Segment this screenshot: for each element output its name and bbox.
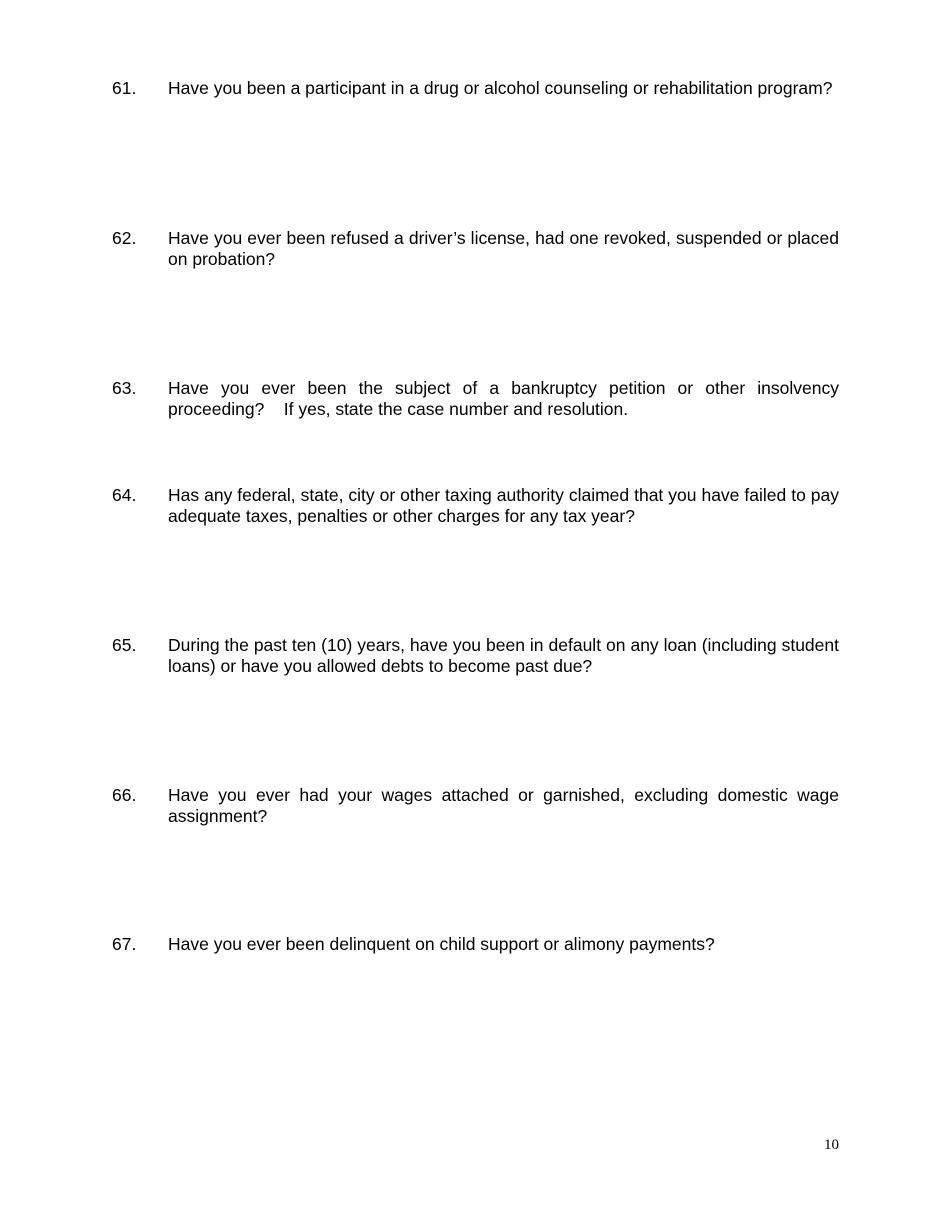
question-number: 63. [112,378,137,398]
question-text: Have you ever been refused a driver’s license, had one revoked, suspended or placed on probation? [168,228,839,269]
question-text: Have you ever had your wages attached or garnished, excluding domestic wage assignment? [168,785,839,826]
question-number: 61. [112,78,137,98]
page-number: 10 [824,1137,839,1153]
question-text: Have you been a participant in a drug or alcohol counseling or rehabilitation program? [168,78,833,98]
question-text: During the past ten (10) years, have you been in default on any loan (including student loans) or have you allowed debts to become past due? [168,635,839,676]
question-text: Have you ever been the subject of a bankruptcy petition or other insolvency proceeding? If yes, state the case number and resolution. [168,378,844,419]
question-number: 64. [112,485,137,505]
question-text: Has any federal, state, city or other taxing authority claimed that you have failed to pay adequate taxes, penalties or other charges for any tax year? [168,485,839,526]
question-number: 62. [112,228,137,248]
question-number: 67. [112,934,137,954]
question-number: 65. [112,635,137,655]
question-number: 66. [112,785,137,805]
question-text: Have you ever been delinquent on child support or alimony payments? [168,934,715,954]
